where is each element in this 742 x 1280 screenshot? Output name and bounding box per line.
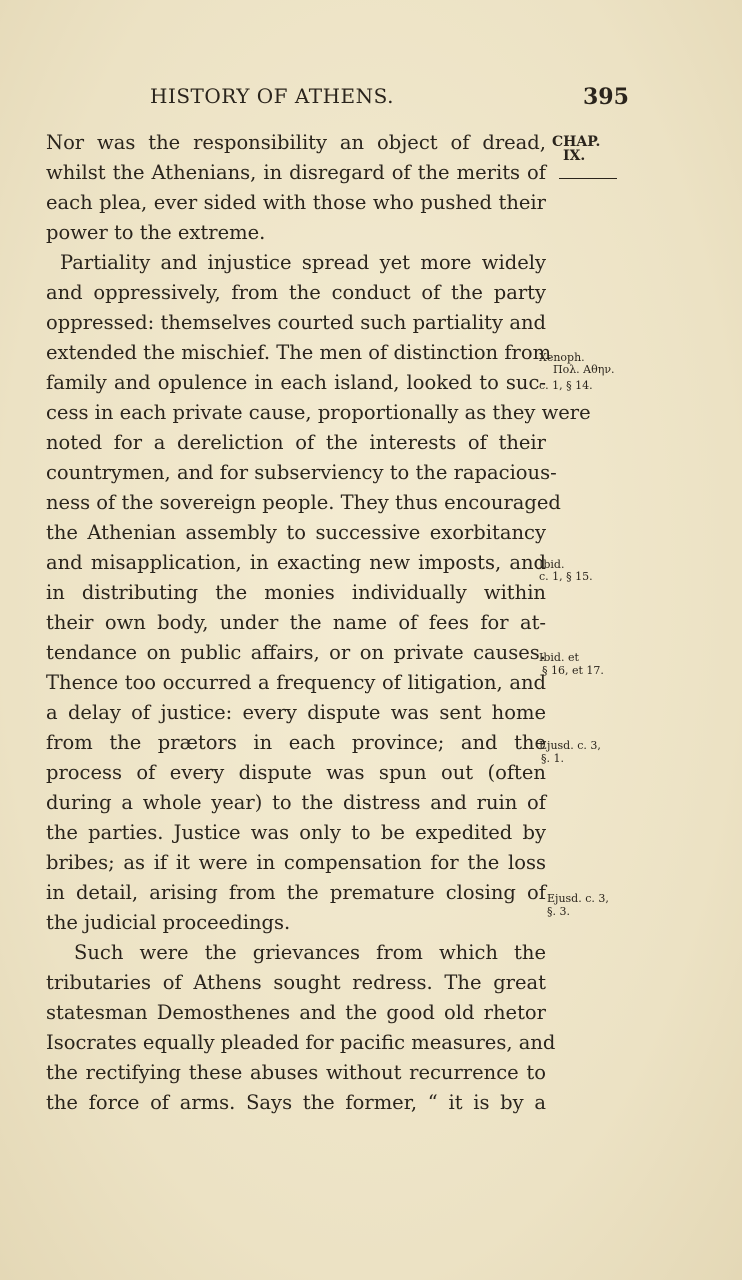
text-line: from the prætors in each province; and the <box>46 731 546 754</box>
text-line: ness of the sovereign people. They thus encouraged <box>46 491 561 514</box>
text-line: Thence too occurred a frequency of litigation, and <box>46 671 546 694</box>
margin-note-ibid-et-ref: § 16, et 17. <box>542 664 604 677</box>
margin-note-xenoph-title: Πολ. Αθην. <box>553 363 615 376</box>
text-line: the parties. Justice was only to be expedited by <box>46 821 546 844</box>
text-line: tributaries of Athens sought redress. The great <box>46 971 546 994</box>
text-line: and oppressively, from the conduct of the party <box>46 281 546 304</box>
text-line: Nor was the responsibility an object of dread, <box>46 131 546 154</box>
page-number: 395 <box>583 84 629 110</box>
text-line: countrymen, and for subserviency to the rapacious- <box>46 461 557 484</box>
chapter-rule <box>555 172 617 184</box>
text-line: statesman Demosthenes and the good old rhetor <box>46 1001 546 1024</box>
text-line: and misapplication, in exacting new imposts, and <box>46 551 546 574</box>
text-line: Partiality and injustice spread yet more widely <box>60 251 546 274</box>
text-line: cess in each private cause, proportionally as they were <box>46 401 591 424</box>
chapter-label: CHAP. <box>552 134 601 150</box>
text-line: Such were the grievances from which the <box>74 941 546 964</box>
page-header <box>0 84 742 118</box>
text-line: whilst the Athenians, in disregard of the merits of <box>46 161 546 184</box>
text-line: tendance on public affairs, or on private causes. <box>46 641 546 664</box>
text-line: extended the mischief. The men of distinction from <box>46 341 552 364</box>
text-line: power to the extreme. <box>46 221 266 244</box>
text-line: oppressed: themselves courted such partiality and <box>46 311 546 334</box>
text-line: each plea, ever sided with those who pushed their <box>46 191 546 214</box>
text-line: the rectifying these abuses without recurrence to <box>46 1061 546 1084</box>
margin-note-ejusd-2: Ejusd. c. 3, <box>547 892 609 905</box>
text-line: in detail, arising from the premature closing of <box>46 881 546 904</box>
margin-note-xenoph: Xenoph. <box>539 351 585 364</box>
text-line: the judicial proceedings. <box>46 911 291 934</box>
text-line: a delay of justice: every dispute was sent home <box>46 701 546 724</box>
chapter-number: IX. <box>563 148 586 164</box>
text-line: noted for a dereliction of the interests of their <box>46 431 546 454</box>
text-line: their own body, under the name of fees for at- <box>46 611 546 634</box>
margin-note-ibid-et: Ibid. et <box>539 651 579 664</box>
text-line: the force of arms. Says the former, “ it is by a <box>46 1091 546 1114</box>
margin-note-ibid: Ibid. <box>539 558 565 571</box>
text-line: family and opulence in each island, looked to suc- <box>46 371 546 394</box>
text-line: the Athenian assembly to successive exorbitancy <box>46 521 546 544</box>
margin-note-ejusd-2-ref: §. 3. <box>547 905 570 918</box>
text-line: in distributing the monies individually within <box>46 581 546 604</box>
margin-note-xenoph-ref: c. 1, § 14. <box>539 379 593 392</box>
margin-note-ejusd-ref: §. 1. <box>541 752 564 765</box>
margin-note-ibid-ref: c. 1, § 15. <box>539 570 593 583</box>
running-head: HISTORY OF ATHENS. <box>150 84 394 108</box>
text-line: Isocrates equally pleaded for pacific measures, and <box>46 1031 556 1054</box>
text-line: process of every dispute was spun out (often <box>46 761 546 784</box>
margin-note-ejusd: Ejusd. c. 3, <box>539 739 601 752</box>
text-line: during a whole year) to the distress and ruin of <box>46 791 546 814</box>
text-line: bribes; as if it were in compensation for the loss <box>46 851 546 874</box>
